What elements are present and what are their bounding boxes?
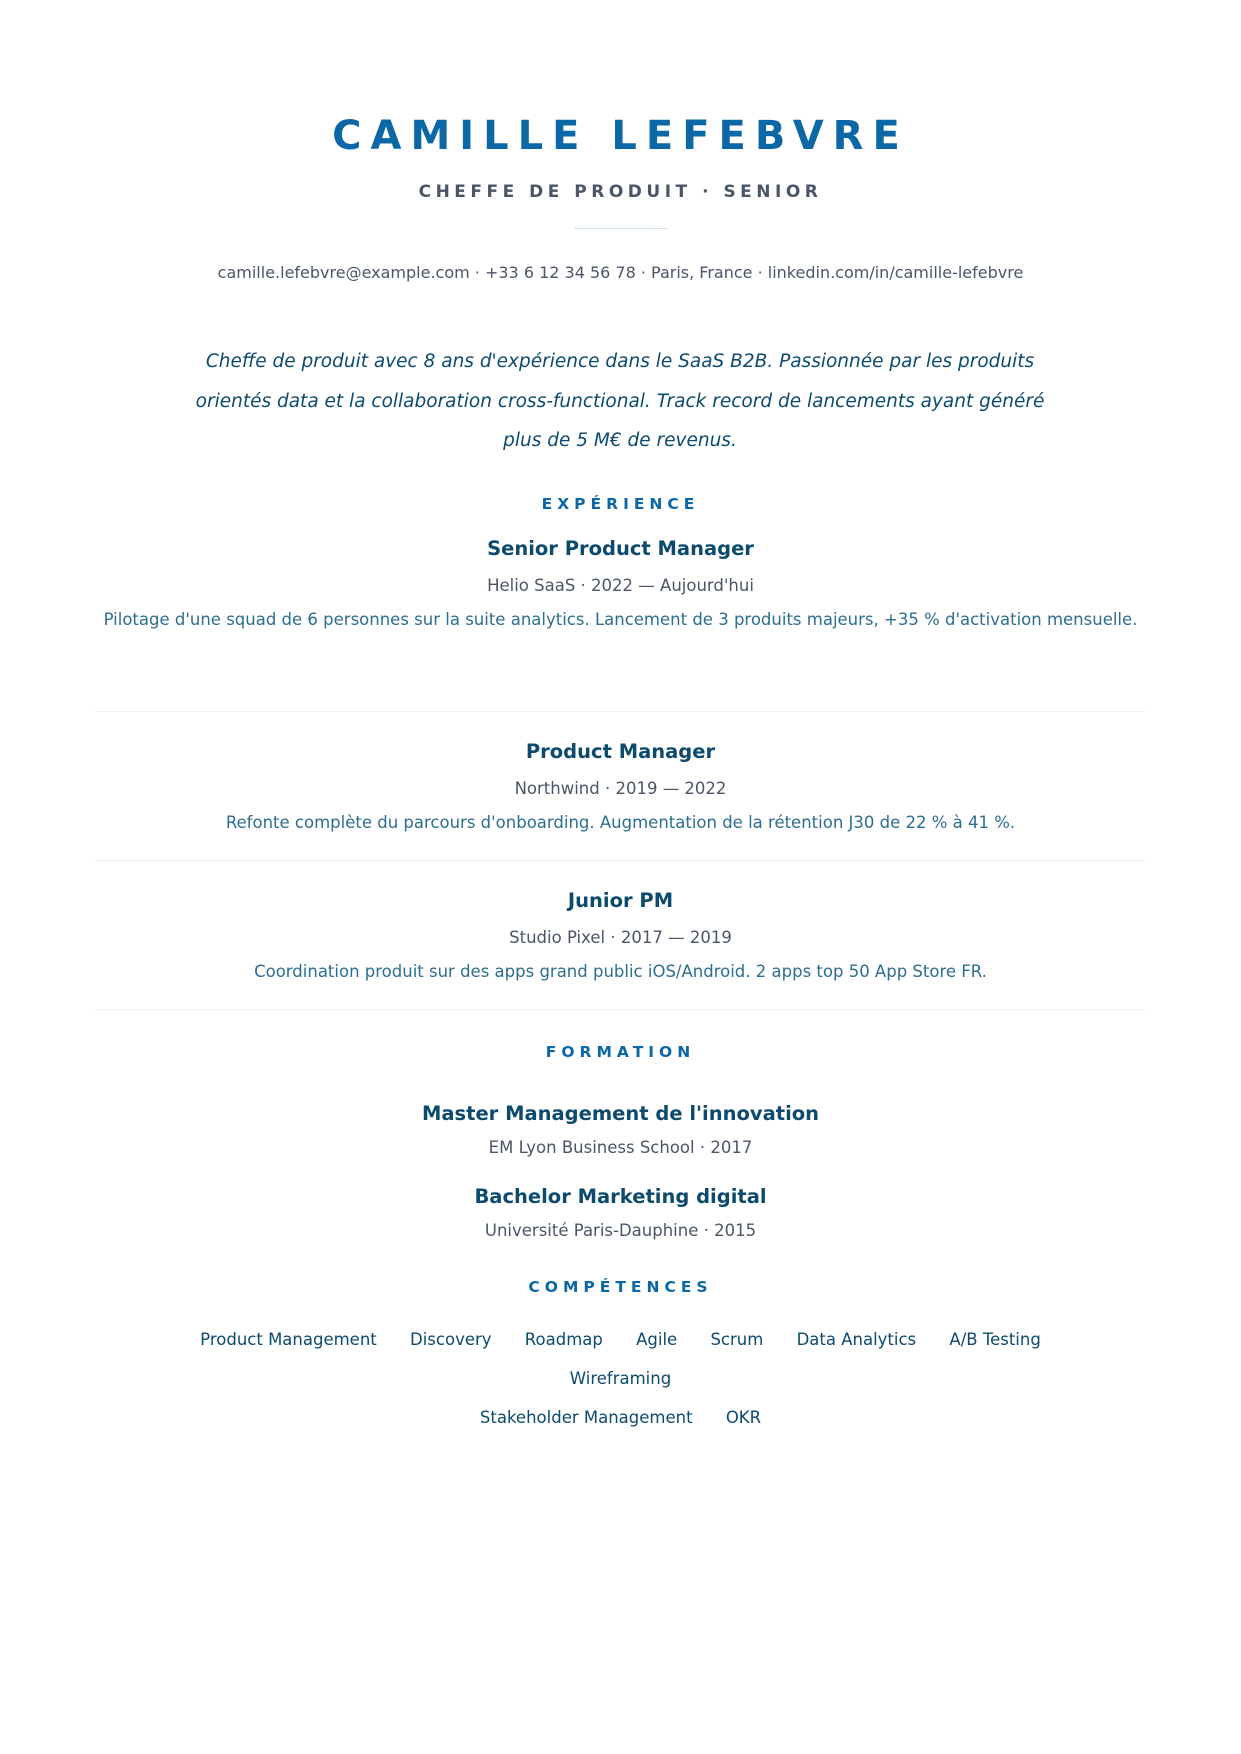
entry-divider bbox=[95, 1009, 1146, 1010]
job-description: Coordination produit sur des apps grand public iOS/Android. 2 apps top 50 App Store FR. bbox=[254, 962, 987, 981]
degree-school-year: EM Lyon Business School · 2017 bbox=[488, 1138, 753, 1157]
job-company-dates: Northwind · 2019 — 2022 bbox=[514, 779, 727, 798]
skill-tag: Product Management bbox=[200, 1330, 377, 1349]
job-title: Senior Product Manager bbox=[487, 537, 754, 560]
skill-tag: Scrum bbox=[710, 1330, 764, 1349]
job-title: Junior PM bbox=[567, 889, 674, 912]
header-divider bbox=[574, 228, 668, 229]
experience-entry bbox=[95, 738, 1146, 840]
experience-entry bbox=[95, 535, 1146, 637]
experience-section-title: EXPÉRIENCE bbox=[541, 495, 700, 513]
degree-school-year: Université Paris-Dauphine · 2015 bbox=[484, 1221, 757, 1240]
job-company-dates: Studio Pixel · 2017 — 2019 bbox=[509, 928, 732, 947]
skills-section-title: COMPÉTENCES bbox=[528, 1278, 713, 1296]
skill-tag: Wireframing bbox=[569, 1369, 672, 1388]
skill-tag: OKR bbox=[725, 1408, 762, 1427]
skills-list bbox=[120, 1320, 1121, 1437]
entry-divider bbox=[95, 711, 1146, 712]
experience-entry bbox=[95, 887, 1146, 989]
job-description: Pilotage d'une squad de 6 personnes sur la suite analytics. Lancement de 3 produits majeurs, +35 % d'activation mensuelle. bbox=[103, 610, 1138, 629]
entry-divider bbox=[95, 860, 1146, 861]
skill-tag: Discovery bbox=[410, 1330, 492, 1349]
education-section-title: FORMATION bbox=[545, 1043, 696, 1061]
skill-tag: Data Analytics bbox=[796, 1330, 917, 1349]
job-company-dates: Helio SaaS · 2022 — Aujourd'hui bbox=[487, 576, 754, 595]
skill-tag: Stakeholder Management bbox=[479, 1408, 693, 1427]
degree-title: Master Management de l'innovation bbox=[421, 1102, 820, 1125]
skill-tag: A/B Testing bbox=[949, 1330, 1041, 1349]
skill-tag: Agile bbox=[636, 1330, 678, 1349]
profile-summary: Cheffe de produit avec 8 ans d'expérience dans le SaaS B2B. Passionnée par les produits orientés data et la collaboration cross-functional. Track record de lancements ayant généré plus de 5 M€ de revenus. bbox=[195, 351, 1045, 451]
degree-title: Bachelor Marketing digital bbox=[474, 1185, 767, 1208]
candidate-name: CAMILLE LEFEBVRE bbox=[332, 113, 909, 159]
job-headline: CHEFFE DE PRODUIT · SENIOR bbox=[418, 182, 823, 202]
job-description: Refonte complète du parcours d'onboarding. Augmentation de la rétention J30 de 22 % à 41 %. bbox=[225, 813, 1016, 832]
job-title: Product Manager bbox=[525, 740, 716, 763]
contact-line: camille.lefebvre@example.com · +33 6 12 34 56 78 · Paris, France · linkedin.com/in/camille-lefebvre bbox=[217, 263, 1024, 282]
skill-tag: Roadmap bbox=[524, 1330, 603, 1349]
